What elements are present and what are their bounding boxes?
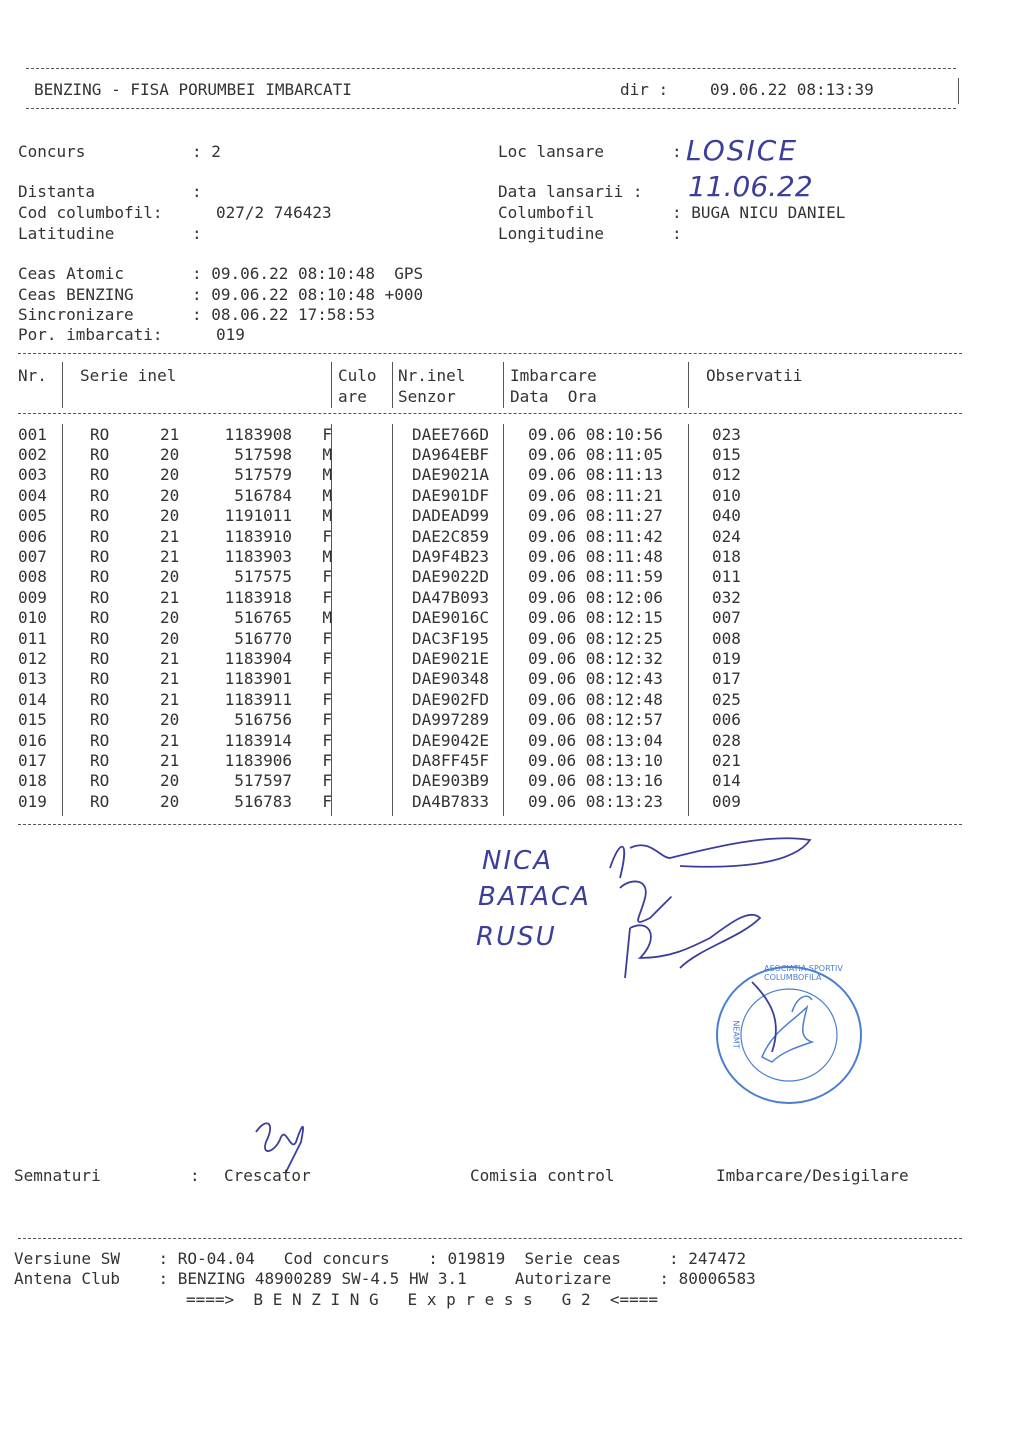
row-observation: 015 <box>712 445 741 465</box>
row-sex: F <box>322 567 332 587</box>
data-lansarii-label: Data lansarii : <box>498 182 643 201</box>
row-ring-number: 1183906 <box>224 750 292 770</box>
row-ring-number: 516770 <box>234 628 292 648</box>
row-country: RO <box>90 445 110 465</box>
row-nr: 007 <box>18 547 47 567</box>
row-ring-number: 1191011 <box>224 506 292 526</box>
row-year: 20 <box>160 567 180 587</box>
row-color <box>350 424 406 444</box>
row-color <box>350 587 406 607</box>
row-country: RO <box>90 526 110 546</box>
latitudine-value: : <box>192 224 202 243</box>
imbarcare-desigilare-label: Imbarcare/Desigilare <box>716 1166 909 1185</box>
table-header-rule <box>18 413 962 414</box>
row-ring-number: 1183918 <box>224 587 292 607</box>
row-observation: 040 <box>712 506 741 526</box>
row-nr: 011 <box>18 628 47 648</box>
row-sensor: DAE901DF <box>412 485 490 505</box>
row-observation: 011 <box>712 567 741 587</box>
porumbei-imbarcati-label: Por. imbarcati: <box>18 325 163 344</box>
header-bottom-rule <box>26 108 956 109</box>
row-ring-number: 516783 <box>234 791 292 811</box>
porumbei-imbarcati-value: 019 <box>216 325 245 344</box>
row-nr: 016 <box>18 730 47 750</box>
row-ring-number: 516756 <box>234 710 292 730</box>
header-culoare: Culo <box>338 366 377 385</box>
row-year: 20 <box>160 465 180 485</box>
row-sex: F <box>322 628 332 648</box>
row-year: 21 <box>160 526 180 546</box>
ceas-benzing-value: : 09.06.22 08:10:48 +000 <box>192 285 424 304</box>
row-datetime: 09.06 08:12:15 <box>528 608 663 628</box>
table-row <box>18 608 772 628</box>
table-bottom-rule <box>18 824 962 825</box>
row-datetime: 09.06 08:10:56 <box>528 424 663 444</box>
row-observation: 014 <box>712 771 741 791</box>
row-datetime: 09.06 08:11:05 <box>528 445 663 465</box>
header-serie-inel: Serie inel <box>80 366 177 385</box>
row-datetime: 09.06 08:12:32 <box>528 648 663 668</box>
row-nr: 002 <box>18 445 47 465</box>
table-top-rule <box>18 353 962 354</box>
row-country: RO <box>90 608 110 628</box>
row-nr: 004 <box>18 485 47 505</box>
row-color <box>350 444 406 464</box>
row-ring-number: 517575 <box>234 567 292 587</box>
header-culoare-2: are <box>338 387 367 406</box>
footer-line-version: Versiune SW : RO-04.04 Cod concurs : 019819 Serie ceas : 247472 <box>14 1249 747 1268</box>
row-country: RO <box>90 791 110 811</box>
table-row <box>18 465 772 485</box>
row-year: 21 <box>160 547 180 567</box>
table-divider <box>62 362 63 408</box>
table-row <box>18 567 772 587</box>
row-observation: 021 <box>712 750 741 770</box>
row-year: 21 <box>160 648 180 668</box>
row-datetime: 09.06 08:11:48 <box>528 547 663 567</box>
document-title: BENZING - FISA PORUMBEI IMBARCATI <box>34 80 352 99</box>
row-color <box>350 750 406 770</box>
table-row <box>18 709 772 729</box>
row-nr: 017 <box>18 750 47 770</box>
semnaturi-colon: : <box>190 1166 200 1185</box>
row-nr: 015 <box>18 710 47 730</box>
row-country: RO <box>90 648 110 668</box>
row-sex: M <box>322 547 332 567</box>
row-year: 21 <box>160 424 180 444</box>
table-row <box>18 771 772 791</box>
latitudine-label: Latitudine <box>18 224 115 243</box>
row-datetime: 09.06 08:12:57 <box>528 710 663 730</box>
row-nr: 005 <box>18 506 47 526</box>
row-sensor: DA4B7833 <box>412 791 490 811</box>
row-observation: 018 <box>712 547 741 567</box>
row-sensor: DAE9016C <box>412 608 490 628</box>
row-observation: 008 <box>712 628 741 648</box>
row-sensor: DA8FF45F <box>412 750 490 770</box>
concurs-label: Concurs <box>18 142 86 161</box>
row-nr: 006 <box>18 526 47 546</box>
table-row <box>18 669 772 689</box>
row-country: RO <box>90 567 110 587</box>
row-sensor: DAE9021E <box>412 648 490 668</box>
row-datetime: 09.06 08:13:10 <box>528 750 663 770</box>
distanta-label: Distanta <box>18 182 96 201</box>
row-sex: F <box>322 424 332 444</box>
loc-lansare-value: LOSICE <box>686 134 799 167</box>
row-datetime: 09.06 08:11:27 <box>528 506 663 526</box>
table-row <box>18 485 772 505</box>
row-sensor: DA9F4B23 <box>412 547 490 567</box>
row-observation: 024 <box>712 526 741 546</box>
row-country: RO <box>90 424 110 444</box>
row-sensor: DAE903B9 <box>412 771 490 791</box>
row-color <box>350 689 406 709</box>
footer-line-brand: ====> B E N Z I N G E x p r e s s G 2 <==== <box>186 1290 659 1309</box>
row-ring-number: 1183904 <box>224 648 292 668</box>
row-country: RO <box>90 587 110 607</box>
semnaturi-label: Semnaturi <box>14 1166 101 1185</box>
row-country: RO <box>90 710 110 730</box>
header-imbarcare: Imbarcare <box>510 366 597 385</box>
row-year: 20 <box>160 608 180 628</box>
row-year: 20 <box>160 506 180 526</box>
row-ring-number: 1183908 <box>224 424 292 444</box>
row-color <box>350 669 406 689</box>
dir-label: dir : <box>620 80 669 99</box>
header-nr-inel: Nr.inel <box>398 366 466 385</box>
row-datetime: 09.06 08:12:06 <box>528 587 663 607</box>
row-color <box>350 771 406 791</box>
table-row <box>18 506 772 526</box>
row-country: RO <box>90 485 110 505</box>
row-observation: 023 <box>712 424 741 444</box>
header-senzor: Senzor <box>398 387 456 406</box>
table-row <box>18 791 772 811</box>
row-ring-number: 517579 <box>234 465 292 485</box>
cod-columbofil-value: 027/2 746423 <box>216 203 332 222</box>
row-nr: 010 <box>18 608 47 628</box>
row-ring-number: 1183914 <box>224 730 292 750</box>
row-sex: M <box>322 465 332 485</box>
row-datetime: 09.06 08:13:16 <box>528 771 663 791</box>
row-country: RO <box>90 669 110 689</box>
table-row <box>18 444 772 464</box>
row-color <box>350 709 406 729</box>
sincronizare-value: : 08.06.22 17:58:53 <box>192 305 376 324</box>
row-sex: M <box>322 445 332 465</box>
handwritten-name-nica: NICA <box>482 846 554 876</box>
row-datetime: 09.06 08:11:59 <box>528 567 663 587</box>
longitudine-label: Longitudine <box>498 224 604 243</box>
row-ring-number: 517597 <box>234 771 292 791</box>
row-observation: 017 <box>712 669 741 689</box>
row-sensor: DAE9042E <box>412 730 490 750</box>
row-year: 21 <box>160 750 180 770</box>
row-sex: M <box>322 506 332 526</box>
row-year: 20 <box>160 445 180 465</box>
row-color <box>350 485 406 505</box>
row-sex: F <box>322 730 332 750</box>
row-year: 21 <box>160 669 180 689</box>
table-divider <box>688 362 689 408</box>
comisia-control-label: Comisia control <box>470 1166 615 1185</box>
row-sensor: DAE90348 <box>412 669 490 689</box>
ceas-atomic-label: Ceas Atomic <box>18 264 124 283</box>
columbofil-label: Columbofil <box>498 203 595 222</box>
row-year: 20 <box>160 628 180 648</box>
row-observation: 006 <box>712 710 741 730</box>
table-row <box>18 587 772 607</box>
table-row <box>18 424 772 444</box>
row-observation: 012 <box>712 465 741 485</box>
row-nr: 013 <box>18 669 47 689</box>
row-sex: F <box>322 669 332 689</box>
row-sensor: DAE9022D <box>412 567 490 587</box>
handwritten-name-bataca: BATACA <box>478 882 591 912</box>
stamp-text: ASOCIATIA SPORTIV COLUMBOFILA <box>764 964 843 982</box>
row-nr: 014 <box>18 689 47 709</box>
row-sensor: DAE2C859 <box>412 526 490 546</box>
row-sex: F <box>322 771 332 791</box>
row-year: 21 <box>160 587 180 607</box>
row-country: RO <box>90 506 110 526</box>
stamp-text-left: NEAMT <box>731 1020 741 1049</box>
table-divider <box>503 362 504 408</box>
row-sex: F <box>322 689 332 709</box>
row-nr: 009 <box>18 587 47 607</box>
row-year: 21 <box>160 730 180 750</box>
row-color <box>350 628 406 648</box>
row-nr: 001 <box>18 424 47 444</box>
row-observation: 025 <box>712 689 741 709</box>
row-sensor: DAE902FD <box>412 689 490 709</box>
row-nr: 003 <box>18 465 47 485</box>
columbofil-value: : BUGA NICU DANIEL <box>672 203 846 222</box>
row-sensor: DAE9021A <box>412 465 490 485</box>
row-country: RO <box>90 547 110 567</box>
row-observation: 028 <box>712 730 741 750</box>
header-right-bar <box>958 78 959 104</box>
row-ring-number: 1183911 <box>224 689 292 709</box>
table-divider <box>392 362 393 408</box>
table-row <box>18 526 772 546</box>
row-color <box>350 526 406 546</box>
row-sensor: DAEE766D <box>412 424 490 444</box>
header-data-ora: Data Ora <box>510 387 597 406</box>
row-nr: 008 <box>18 567 47 587</box>
ceas-atomic-value: : 09.06.22 08:10:48 GPS <box>192 264 424 283</box>
table-row <box>18 648 772 668</box>
row-sex: F <box>322 750 332 770</box>
row-observation: 007 <box>712 608 741 628</box>
row-year: 20 <box>160 771 180 791</box>
row-year: 20 <box>160 485 180 505</box>
row-ring-number: 1183910 <box>224 526 292 546</box>
row-nr: 018 <box>18 771 47 791</box>
handwritten-name-rusu: RUSU <box>476 922 557 952</box>
row-datetime: 09.06 08:12:25 <box>528 628 663 648</box>
header-observatii: Observatii <box>706 366 803 385</box>
row-sensor: DAC3F195 <box>412 628 490 648</box>
row-nr: 012 <box>18 648 47 668</box>
row-color <box>350 546 406 566</box>
row-country: RO <box>90 465 110 485</box>
row-ring-number: 516784 <box>234 485 292 505</box>
sincronizare-label: Sincronizare <box>18 305 134 324</box>
row-sex: F <box>322 648 332 668</box>
row-nr: 019 <box>18 791 47 811</box>
row-country: RO <box>90 771 110 791</box>
row-color <box>350 791 406 811</box>
row-sensor: DA964EBF <box>412 445 490 465</box>
row-datetime: 09.06 08:12:48 <box>528 689 663 709</box>
row-observation: 009 <box>712 791 741 811</box>
table-row <box>18 546 772 566</box>
table-row <box>18 730 772 750</box>
row-year: 20 <box>160 791 180 811</box>
dir-value: 09.06.22 08:13:39 <box>710 80 874 99</box>
row-sex: F <box>322 791 332 811</box>
row-datetime: 09.06 08:11:21 <box>528 485 663 505</box>
row-color <box>350 730 406 750</box>
row-sex: F <box>322 710 332 730</box>
table-divider <box>331 362 332 408</box>
row-color <box>350 608 406 628</box>
row-observation: 032 <box>712 587 741 607</box>
row-color <box>350 648 406 668</box>
row-sex: M <box>322 608 332 628</box>
row-datetime: 09.06 08:13:04 <box>528 730 663 750</box>
ceas-benzing-label: Ceas BENZING <box>18 285 134 304</box>
footer-line-antena: Antena Club : BENZING 48900289 SW-4.5 HW 3.1 Autorizare : 80006583 <box>14 1269 756 1288</box>
row-country: RO <box>90 730 110 750</box>
loc-lansare-colon: : <box>672 142 682 161</box>
row-datetime: 09.06 08:13:23 <box>528 791 663 811</box>
header-top-rule <box>26 68 956 69</box>
table-row <box>18 750 772 770</box>
distanta-value: : <box>192 182 202 201</box>
row-country: RO <box>90 750 110 770</box>
row-year: 20 <box>160 710 180 730</box>
concurs-value: : 2 <box>192 142 221 161</box>
row-sensor: DA997289 <box>412 710 490 730</box>
row-sex: F <box>322 587 332 607</box>
row-sex: F <box>322 526 332 546</box>
data-lansarii-value: 11.06.22 <box>688 170 813 203</box>
header-nr: Nr. <box>18 366 47 385</box>
row-observation: 010 <box>712 485 741 505</box>
row-ring-number: 1183903 <box>224 547 292 567</box>
pigeon-table <box>18 424 772 811</box>
table-row <box>18 689 772 709</box>
row-datetime: 09.06 08:12:43 <box>528 669 663 689</box>
footer-rule <box>18 1238 962 1239</box>
row-year: 21 <box>160 689 180 709</box>
row-ring-number: 1183901 <box>224 669 292 689</box>
cod-columbofil-label: Cod columbofil: <box>18 203 163 222</box>
row-sex: M <box>322 485 332 505</box>
table-row <box>18 628 772 648</box>
crescator-label: Crescator <box>224 1166 311 1185</box>
row-color <box>350 465 406 485</box>
row-color <box>350 567 406 587</box>
loc-lansare-label: Loc lansare <box>498 142 604 161</box>
row-sensor: DA47B093 <box>412 587 490 607</box>
row-country: RO <box>90 689 110 709</box>
row-sensor: DADEAD99 <box>412 506 490 526</box>
row-datetime: 09.06 08:11:13 <box>528 465 663 485</box>
row-observation: 019 <box>712 648 741 668</box>
row-country: RO <box>90 628 110 648</box>
row-ring-number: 516765 <box>234 608 292 628</box>
longitudine-value: : <box>672 224 682 243</box>
row-color <box>350 506 406 526</box>
row-ring-number: 517598 <box>234 445 292 465</box>
row-datetime: 09.06 08:11:42 <box>528 526 663 546</box>
